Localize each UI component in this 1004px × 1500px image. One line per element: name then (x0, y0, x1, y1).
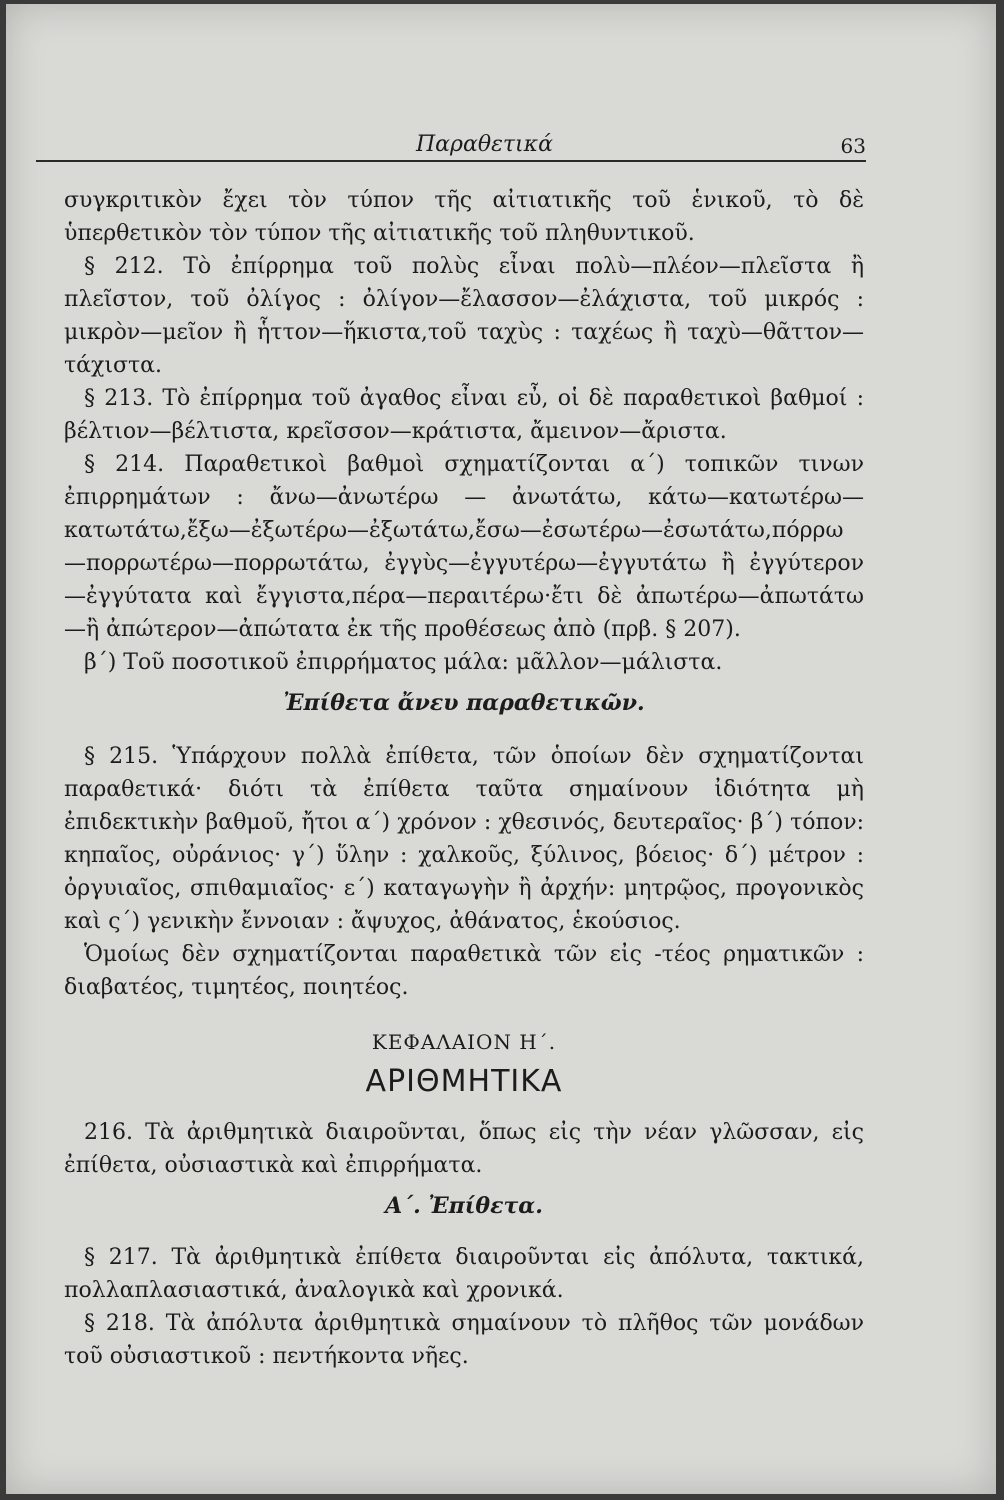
paragraph: § 217. Τὰ ἀριθμητικὰ ἐπίθετα διαιροῦνται εἰς ἀπόλυτα, τακτικά, πολλαπλασιαστικά, ἀναλογικὰ καὶ χρονικά. (64, 1245, 864, 1303)
paragraph: Ὁμοίως δὲν σχηματίζονται παραθετικὰ τῶν εἰς -τέος ρηματικῶν : διαβατέος, τιμητέος, ποιητέος. (64, 942, 864, 1000)
chapter-title: ΑΡΙΘΜΗΤΙΚΑ (365, 1064, 563, 1099)
paragraph: 216. Τὰ ἀριθμητικὰ διαιροῦνται, ὅπως εἰς τὴν νέαν γλῶσσαν, εἰς ἐπίθετα, οὐσιαστικὰ καὶ ἐπιρρήματα. (64, 1120, 864, 1178)
running-title: Παραθετικά (416, 132, 553, 157)
paragraph: συγκριτικὸν ἔχει τὸν τύπον τῆς αἰτιατικῆς τοῦ ἑνικοῦ, τὸ δὲ ὑπερθετικὸν τὸν τύπον τῆς αἰτιατικῆς τοῦ πληθυντικοῦ. (64, 188, 864, 246)
paragraph: § 214. Παραθετικοὶ βαθμοὶ σχηματίζονται α΄) τοπικῶν τινων ἐπιρρημάτων : ἄνω—ἀνωτέρω — ἀνωτάτω, κάτω—κατωτέρω—κατωτάτω,ἔξω—ἐξωτέρω—ἐξωτάτω,ἔσω—ἐσωτέρω—ἐσωτάτω,πόρρω—πορρωτέρω—πορρωτάτω, ἐγγὺς—ἐγγυτέρω—ἐγγυτάτω ἢ ἐγγύτερον —ἐγγύτατα καὶ ἔγγιστα,πέρα—περαιτέρω·ἔτι δὲ ἀπωτέρω—ἀπωτάτω —ἢ ἀπώτερον—ἀπώτατα ἐκ τῆς προθέσεως ἀπὸ (πρβ. § 207). (64, 452, 864, 642)
chapter-label: ΚΕΦΑΛΑΙΟΝ Η΄. (371, 1030, 557, 1054)
paragraph: § 213. Τὸ ἐπίρρημα τοῦ ἀγαθος εἶναι εὖ, οἱ δὲ παραθετικοὶ βαθμοί : βέλτιον—βέλτιστα, κρεῖσσον—κράτιστα, ἄμεινον—ἄριστα. (64, 386, 864, 444)
book-page (6, 4, 996, 1494)
paragraph: β΄) Τοῦ ποσοτικοῦ ἐπιρρήματος μάλα: μᾶλλον—μάλιστα. (84, 650, 723, 675)
body-text (64, 184, 864, 1373)
subheading: Α΄. Ἐπίθετα. (385, 1193, 543, 1219)
section-heading: Ἐπίθετα ἄνευ παραθετικῶν. (283, 690, 645, 716)
paragraph: § 215. Ὑπάρχουν πολλὰ ἐπίθετα, τῶν ὁποίων δὲν σχηματίζονται παραθετικά· διότι τὰ ἐπίθετα ταῦτα σημαίνουν ἰδιότητα μὴ ἐπιδεκτικὴν βαθμοῦ, ἤτοι α΄) χρόνον : χθεσινός, δευτεραῖος· β΄) τόπον: κηπαῖος, οὐράνιος· γ΄) ὕλην : χαλκοῦς, ξύλινος, βόειος· δ΄) μέτρον : ὀργυιαῖος, σπιθαμιαῖος· ε΄) καταγωγὴν ἢ ἀρχήν: μητρῷος, προγονικὸς καὶ ς΄) γενικὴν ἔννοιαν : ἄψυχος, ἀθάνατος, ἑκούσιος. (64, 744, 864, 934)
paragraph: § 212. Τὸ ἐπίρρημα τοῦ πολὺς εἶναι πολὺ—πλέον—πλεῖστα ἢ πλεῖστον, τοῦ ὀλίγος : ὀλίγον—ἔλασσον—ἐλάχιστα, τοῦ μικρός : μικρὸν—μεῖον ἢ ἧττον—ἥκιστα,τοῦ ταχὺς : ταχέως ἢ ταχὺ—θᾶττον—τάχιστα. (64, 254, 864, 378)
page-header (36, 124, 866, 162)
page-number: 63 (840, 134, 866, 158)
paragraph: § 218. Τὰ ἀπόλυτα ἀριθμητικὰ σημαίνουν τὸ πλῆθος τῶν μονάδων τοῦ οὐσιαστικοῦ : πεντήκοντα νῆες. (64, 1311, 864, 1369)
